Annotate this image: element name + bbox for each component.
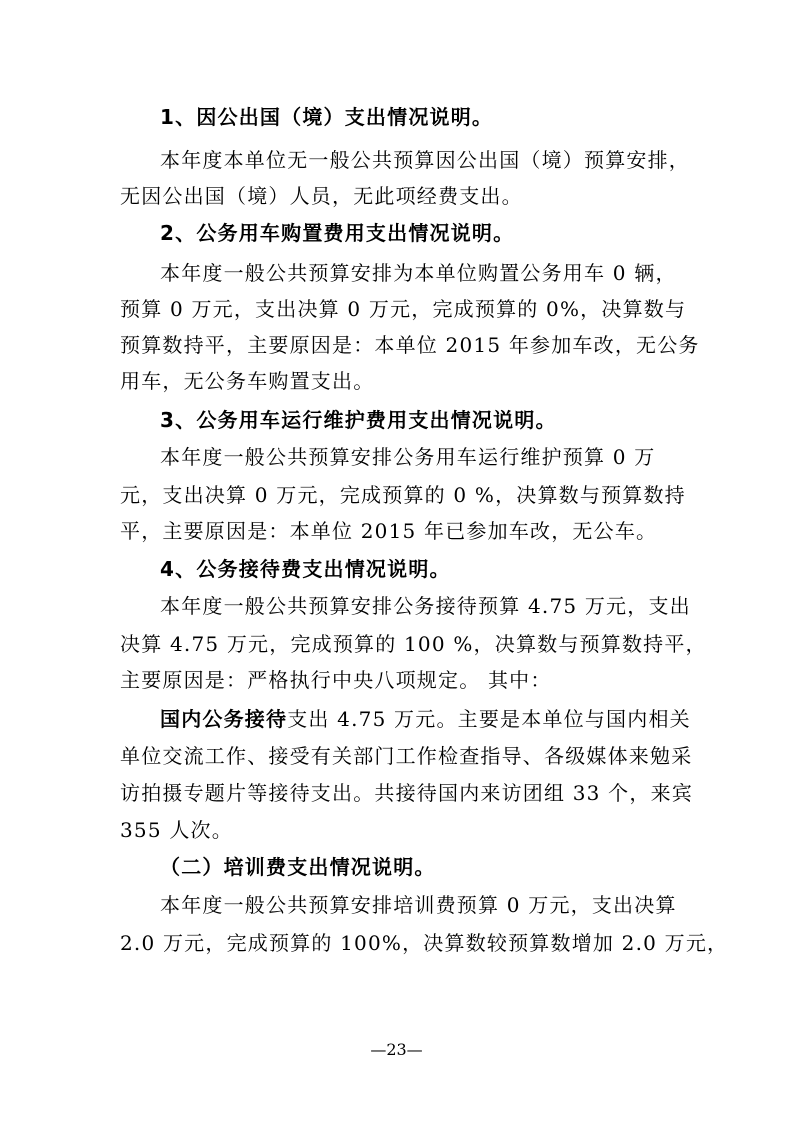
domestic-reception-line-1 [160, 705, 691, 733]
section-3-heading: 3、公务用车运行维护费用支出情况说明。 [160, 408, 557, 432]
section-2-line-3: 预算数持平，主要原因是：本单位 2015 年参加车改，无公务 [120, 333, 700, 357]
section-2-line-1: 本年度一般公共预算安排为本单位购置公务用车 0 辆， [160, 261, 677, 285]
section-1-line-1: 本年度本单位无一般公共预算因公出国（境）预算安排， [160, 148, 690, 172]
training-line-2: 2.0 万元，完成预算的 100%，决算数较预算数增加 2.0 万元， [120, 931, 729, 955]
domestic-reception-line-3: 访拍摄专题片等接待支出。共接待国内来访团组 33 个，来宾 [120, 781, 693, 805]
domestic-reception-label: 国内公务接待 [160, 707, 288, 731]
section-4-line-1: 本年度一般公共预算安排公务接待预算 4.75 万元，支出 [160, 594, 691, 618]
section-4-line-2: 决算 4.75 万元，完成预算的 100 %，决算数与预算数持平， [120, 632, 707, 656]
section-3-line-1: 本年度一般公共预算安排公务用车运行维护预算 0 万 [160, 445, 656, 469]
training-line-1: 本年度一般公共预算安排培训费预算 0 万元，支出决算 [160, 893, 677, 917]
section-4-heading: 4、公务接待费支出情况说明。 [160, 557, 451, 581]
training-heading: （二）培训费支出情况说明。 [160, 855, 436, 879]
section-1-line-2: 无因公出国（境）人员，无此项经费支出。 [120, 184, 523, 208]
section-2-line-4: 用车，无公务车购置支出。 [120, 369, 375, 393]
section-3-line-3: 平，主要原因是：本单位 2015 年已参加车改，无公车。 [120, 519, 658, 543]
section-4-line-3: 主要原因是：严格执行中央八项规定。 其中： [120, 668, 552, 692]
domestic-reception-line-2: 单位交流工作、接受有关部门工作检查指导、各级媒体来勉采 [120, 744, 693, 768]
domestic-reception-text: 支出 4.75 万元。主要是本单位与国内相关 [287, 707, 691, 731]
domestic-reception-line-4: 355 人次。 [120, 818, 233, 842]
section-2-line-2: 预算 0 万元，支出决算 0 万元，完成预算的 0%，决算数与 [120, 297, 687, 321]
section-1-heading: 1、因公出国（境）支出情况说明。 [160, 105, 494, 129]
section-3-line-2: 元，支出决算 0 万元，完成预算的 0 %，决算数与预算数持 [120, 483, 686, 507]
page-number: —23— [370, 1040, 423, 1059]
section-2-heading: 2、公务用车购置费用支出情况说明。 [160, 221, 515, 245]
